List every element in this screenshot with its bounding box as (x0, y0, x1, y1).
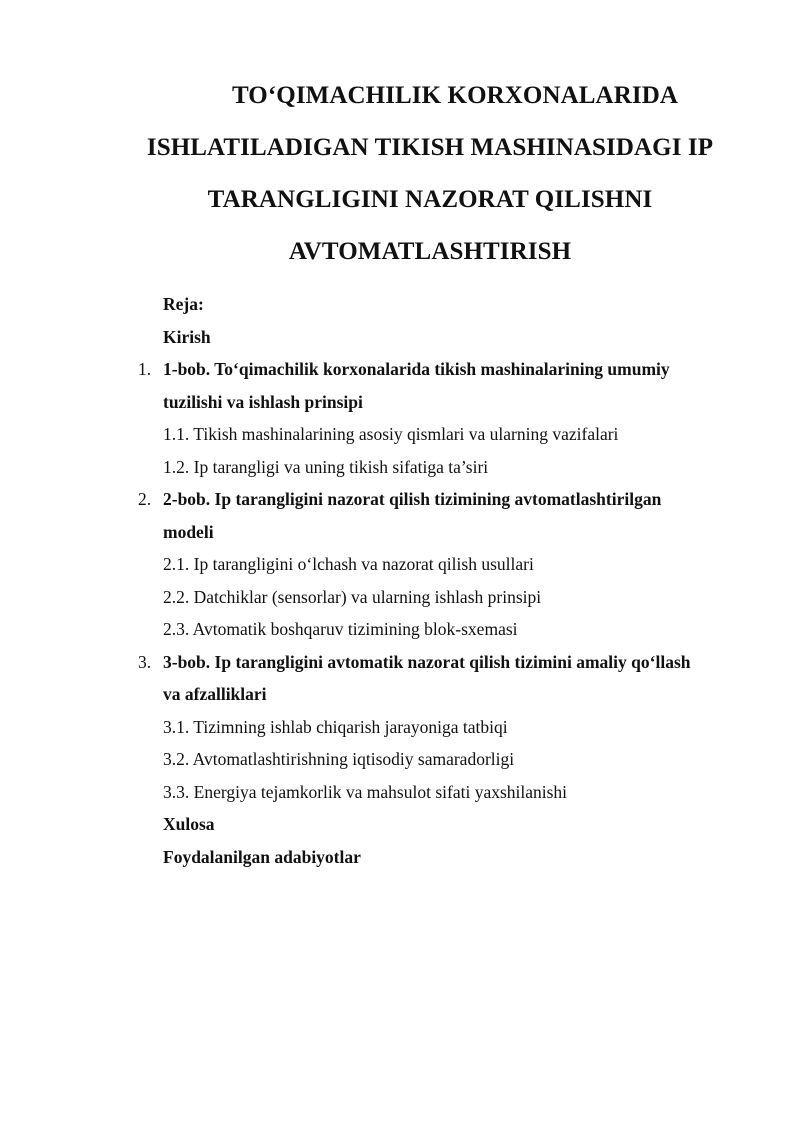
section-row (0, 418, 800, 451)
title-line: AVTOMATLASHTIRISH (288, 238, 572, 265)
title-line: TO‘QIMACHILIK KORXONALARIDA (231, 82, 679, 109)
intro-entry: Kirish (163, 326, 211, 347)
references-entry: Foydalanilgan adabiyotlar (163, 846, 361, 867)
chapter-title: 3-bob. Ip tarangligini avtomatik nazorat qilish tizimini amaliy qo‘llash (163, 651, 691, 672)
plan-heading-row (0, 288, 800, 321)
chapter-number: 3. (138, 651, 152, 672)
section-entry: 3.2. Avtomatlashtirishning iqtisodiy samaradorligi (163, 749, 515, 769)
chapter-3-title-row-cont (0, 678, 800, 711)
chapter-2-title-row (0, 483, 800, 516)
chapter-number: 2. (138, 489, 152, 509)
document-title (100, 70, 760, 278)
chapter-title-continued: modeli (163, 521, 214, 542)
chapter-1-title-row (0, 353, 800, 386)
title-line: TARANGLIGINI NAZORAT QILISHNI (207, 186, 653, 213)
section-row (0, 776, 800, 809)
section-row (0, 548, 800, 581)
table-of-contents (0, 288, 800, 873)
title-line: ISHLATILADIGAN TIKISH MASHINASIDAGI IP (146, 134, 714, 161)
section-entry: 1.2. Ip tarangligi va uning tikish sifatiga ta’siri (163, 456, 489, 477)
chapter-title: 1-bob. To‘qimachilik korxonalarida tikish mashinalarining umumiy (163, 359, 670, 379)
section-row (0, 451, 800, 484)
section-row (0, 743, 800, 776)
chapter-title-continued: tuzilishi va ishlash prinsipi (163, 391, 363, 412)
toc-item-intro (0, 321, 800, 354)
plan-heading: Reja: (163, 294, 204, 314)
section-entry: 2.3. Avtomatik boshqaruv tizimining blok-sxemasi (163, 619, 518, 639)
section-row (0, 711, 800, 744)
chapter-number: 1. (138, 359, 152, 379)
section-entry: 2.1. Ip tarangligini o‘lchash va nazorat qilish usullari (163, 554, 534, 574)
section-entry: 2.2. Datchiklar (sensorlar) va ularning ishlash prinsipi (163, 586, 542, 607)
toc-item-conclusion (0, 808, 800, 841)
chapter-title-continued: va afzalliklari (163, 684, 267, 704)
toc-item-references (0, 841, 800, 874)
section-entry: 1.1. Tikish mashinalarining asosiy qismlari va ularning vazifalari (163, 424, 619, 444)
section-entry: 3.1. Tizimning ishlab chiqarish jarayoniga tatbiqi (163, 716, 508, 737)
section-row (0, 613, 800, 646)
conclusion-entry: Xulosa (163, 814, 215, 834)
chapter-3-title-row (0, 646, 800, 679)
chapter-1-title-row-cont (0, 386, 800, 419)
chapter-title: 2-bob. Ip tarangligini nazorat qilish tizimining avtomatlashtirilgan (163, 489, 662, 509)
section-row (0, 581, 800, 614)
chapter-2-title-row-cont (0, 516, 800, 549)
section-entry: 3.3. Energiya tejamkorlik va mahsulot sifati yaxshilanishi (163, 781, 568, 802)
